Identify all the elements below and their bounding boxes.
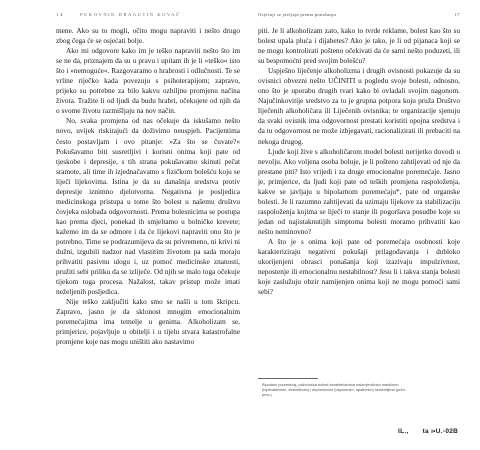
paragraph: Ako mi odgovore kako im je teško napraviti nešto što im se ne da, priznajem da su u pravu i upitam ih je li »teško« isto što i »nemoguće«. Razgovaramo o hrabrosti i odlučnosti. Te se vrline riječko kada povezuju s psihoterapijom; zapravo, prijeko su potrebne za bilo kakvu ozbiljnu promjenu načina života. Tražite li od ljudi da budu hrabri, očekujete od njih da o svome životu razmišljaju na nov način. — [56, 46, 240, 116]
paragraph: No, svaka promjena od nas očekuje da iskušamo nešto novo, uvijek riskirajući da doživimo neuspjeh. Pacijentima često postavljam i ovo pitanje: »Za što se čuvate?« Pokušavamo biti susretljivi i korisni onima koji pate od tjeskobe i depresije, s tih strana pokušavamo skinuti pečat sramote, ali time ih izjednačavamo s fizičkom bolešću koju se liječi lijekovima. Istina je da su današnja sredstva protiv depresije iznimno djelotvorna. Negativna je posljedica medicinskoga pristupa u tome što bolest u našemu društvu čovjeka oslobađa odgovornosti. Prema bolesnicima se postupa kao prema djeci, ponekad ih smjeltamo u bolničke krevete; kažemo im da se odmore i da će lijekovi napraviti ono što je potrebno. Time se podrazumijeva da su privremeno, ni krivi ni dužni, izgubili nadzor nad vlastitim životom pa sada moraju prihvatiti pasivnu ulogu i, uz pomoć medicinske znanosti, pružiti sebi priliku da se izliječe. Od njih se malo toga očekuje tijekom toga procesa. Nažalost, takav pristup može imati neželjenih posljedica. — [56, 116, 240, 297]
footer-mark-b: ta ı•U.-02B — [422, 428, 459, 435]
right-page-text — [258, 26, 460, 297]
paragraph: A što je s onima koji pate od poremećaja osobnosti koje karakteriziraju negativni pokušaji prilagođavanja i dubloko ukorijenjeni obrasci ponašanja koji izazivaju impulzivnost, nepostenje ili emocionalnu nestabilnost? Jesu li i takva stanja bolesti koje zaslužuju obzir namijenjen onima koji ne mogu pomoći sami sebi? — [258, 236, 460, 297]
paragraph: Nije teško zaključiti kako smo se našli u tom škripcu. Zapravo, jasno je da sklonost mnogim emocionalnim poremećajima ima temelje u genima. Alkoholizam se, primjerice, pojavljuje u obitelji i u tijelu stvara katastrofalne promjene koje nas mogu uništiti ako nastavimo — [56, 297, 240, 347]
right-running-title: Osjećaji se javljaju prema ponašanju — [258, 12, 337, 17]
paragraph: piti. Je li alkoholizam zato, kako to tvrde reklame, bolest kao što su bolest upala pluća i dijabetes? Ako je tako, je li od pijanaca koji se ne mogu kontrolirati pošteno očekivati da će sami nešto poduzeti, ili su bespomoćni pred svojim bolešću? — [258, 26, 460, 66]
paragraph: Ljude koji žive s alkoholičarom model bolesti nerijetko dovodi u nevolju. Ako voljena osoba boluje, je li pošteno zahtijevati od nje da prestane piti? Isto vrijedi i za druge emocionalne poremećaje. Jasno je, primjerice, da ljudi koji pate od teških promjena raspoloženja, kakve se javljaju u bipolarnom poremećaju*, pate od organske bolesti. Je li razumno zahtijevati da uzimaju lijekove za stabilizaciju raspoloženja kojima se liječi to stanje ili pogoršava posudbe koje su jedan od najistaknutijih simptoma bolesti moramo prihvatiti kao nešto neminovno? — [258, 146, 460, 236]
left-running-title: PUKOVNIK DRAGUTIN KOVAČ — [80, 12, 181, 17]
paragraph: mene. Ako su to mogli, očito mogu napraviti i nešto drugo zbog čega će se osjećati bolje. — [56, 26, 240, 46]
footnote-divider — [258, 378, 318, 379]
footnote: Bipolarni poremećaj, psihološka bolest karakterizirana naizmjeničnim maničnim (hiperaktivnim, ekstatičnim) i depresivnim (usporenim, apatičnim) razdobljima (prim. prev.) — [262, 382, 406, 398]
left-page-text — [56, 26, 240, 348]
paragraph: Uspješno liječenje alkoholizma i drugih ovisnosti pokazuje da su ovisnici obvezni nešto UČINITI u pogledu svoje bolesti, odnosno, ono što je uporabu drugih tvari kako bi ovladali svojim nagonom. Najučinkovitije sredstvo za to je grupna potpora koju pruža Društvo liječenih alkoholičara ili Liječenih ovisnika; te organizacije sjenuju da svaki ovisnik ima odgovornost prestati koristiti opojna sredstva i da tu odgovornost ne može izbjegavati, racionalizirati ili prebaciti na nekoga drugog. — [258, 66, 460, 146]
footer-mark-a: IL., — [398, 428, 409, 435]
right-page-number: 17 — [454, 12, 460, 17]
left-page-number: 1 4 — [56, 12, 63, 17]
page-footer-mark — [398, 428, 458, 435]
